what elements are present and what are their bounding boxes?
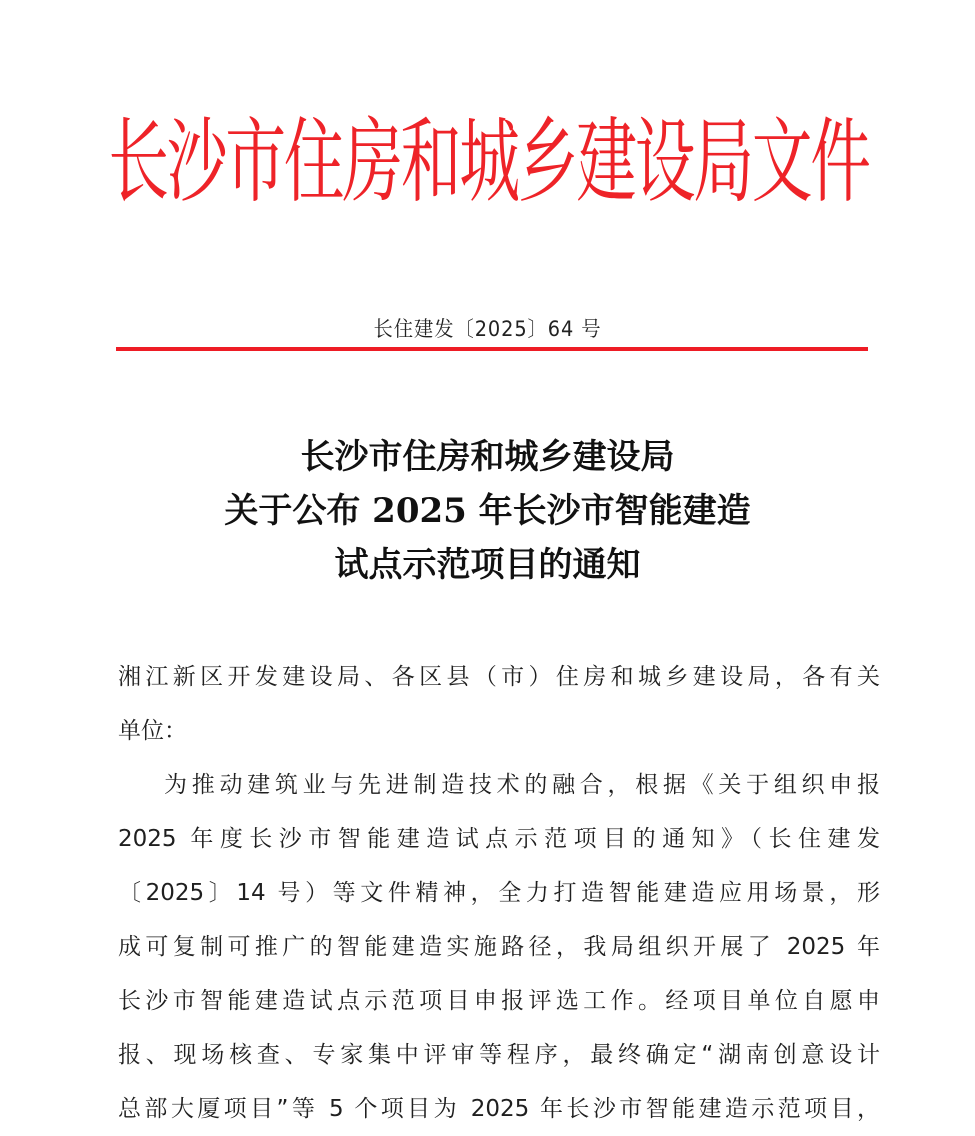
text-line: 〔2025〕14 号）等文件精神，全力打造智能建造应用场景，形	[118, 880, 880, 906]
text-line: 2025 年度长沙市智能建造试点示范项目的通知》（长住建发	[118, 826, 880, 852]
salutation	[118, 650, 880, 758]
paragraph	[118, 758, 880, 1136]
text-line: 单位：	[118, 718, 187, 744]
red-divider-rule	[116, 347, 868, 351]
notice-title	[0, 430, 975, 592]
text-line: 报、现场核查、专家集中评审等程序，最终确定“湖南创意设计	[118, 1042, 880, 1068]
text-line: 为推动建筑业与先进制造技术的融合，根据《关于组织申报	[164, 772, 880, 798]
text-line: 总部大厦项目”等 5 个项目为 2025 年长沙市智能建造示范项目，	[118, 1096, 880, 1122]
title-line: 关于公布 2025 年长沙市智能建造	[224, 491, 751, 531]
masthead-title: 长沙市住房和城乡建设局文件	[107, 109, 869, 217]
document-number: 长住建发〔2025〕64 号	[373, 317, 602, 341]
text-line: 长沙市智能建造试点示范项目申报评选工作。经项目单位自愿申	[118, 988, 880, 1014]
text-line: 湘江新区开发建设局、各区县（市）住房和城乡建设局，各有关	[118, 664, 880, 690]
notice-body	[118, 650, 880, 1136]
masthead	[107, 108, 869, 218]
title-line: 长沙市住房和城乡建设局	[300, 437, 675, 477]
text-line: 成可复制可推广的智能建造实施路径，我局组织开展了 2025 年	[118, 934, 880, 960]
title-line: 试点示范项目的通知	[334, 545, 641, 585]
